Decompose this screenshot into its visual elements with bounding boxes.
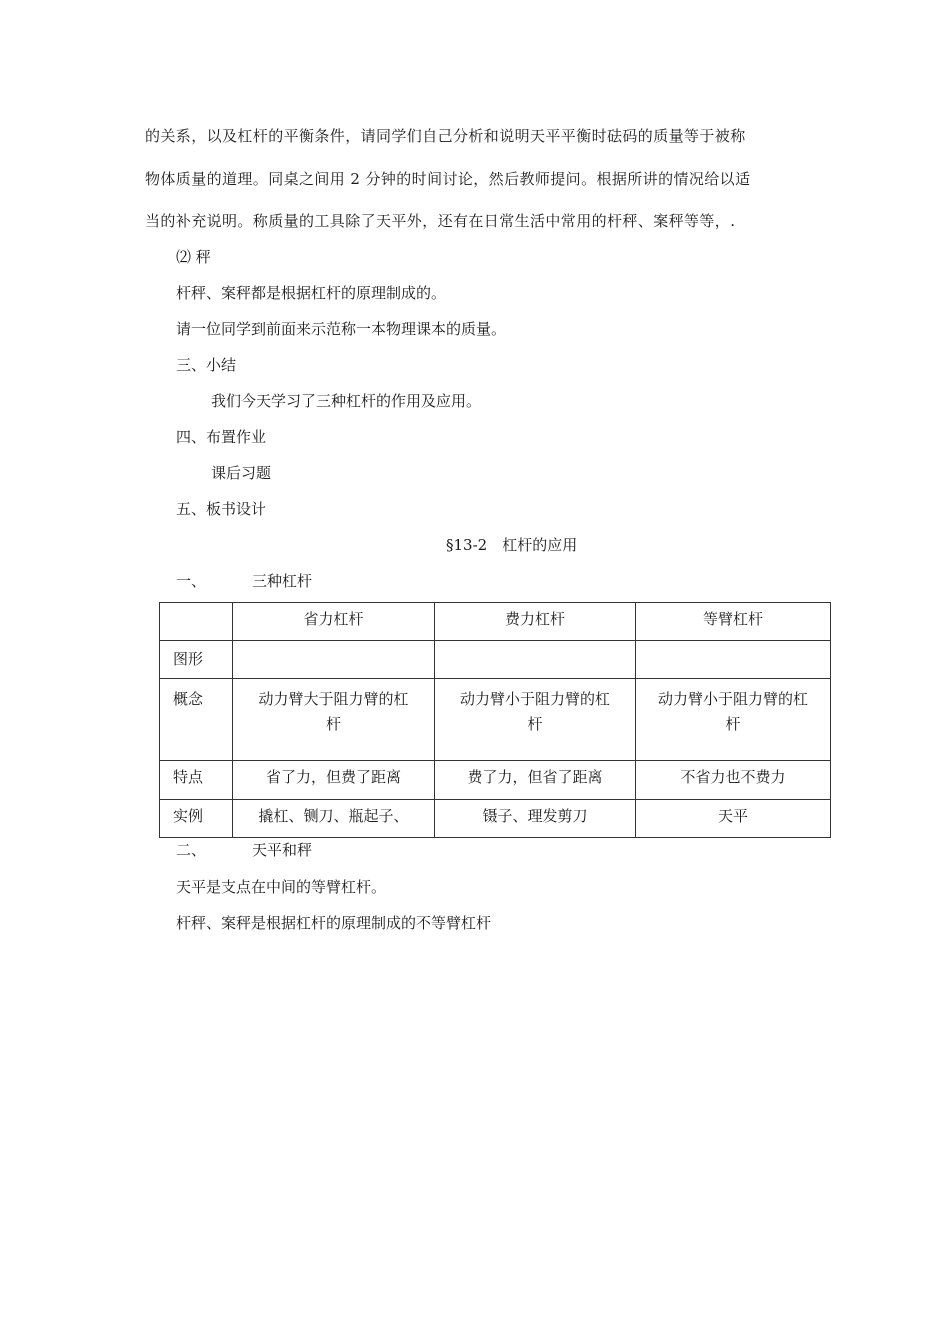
table-header-cell: 等臂杠杆: [636, 603, 831, 641]
table-cell: 天平: [636, 800, 831, 838]
table-cell: 不省力也不费力: [636, 761, 831, 800]
document-page: 的关系，以及杠杆的平衡条件，请同学们自己分析和说明天平平衡时砝码的质量等于被称 物体质量的道理。同桌之间用 2 分钟的时间讨论，然后教师提问。根据所讲的情况给以适 当的补充说明。称质量的工具除了天平外，还有在日常生活中常用的杆秤、案秤等等，. ⑵ 秤 杆秤、案秤都是根据杠杆的原理制成的。 请一位同学到前面来示范称一本物理课本的质量。 三、小结 我们今天学习了三种杠杆的作用及应用。 四、布置作业 课后习题 五、板书设计 §13-2 杠杆的应用 一、 三种杠杆 省力杠杆 费力杠杆 等臂杠杆 图形 概念 动力臂大于阻力臂的杠 杆 动力臂小于阻力臂的杠 杆 动力臂小于阻力臂的杠 杆 特点 省了力，但费了距离 费了力，但省了距离 不省力也不费力 实例 撬杠、铡刀、瓶起子、 镊子、理发剪刀 天平 二、 天平和秤 天平是支点在中间的等臂杠杆。 杆秤、案秤是根据杠杆的原理制成的不等臂杠杆: [0, 0, 950, 1344]
table-cell: 撬杠、铡刀、瓶起子、: [233, 800, 435, 838]
table-header-corner: [160, 603, 233, 641]
table-cell: 镊子、理发剪刀: [435, 800, 636, 838]
paragraph-line-1: 的关系，以及杠杆的平衡条件，请同学们自己分析和说明天平平衡时砝码的质量等于被称: [145, 127, 746, 145]
table-header-cell: 省力杠杆: [233, 603, 435, 641]
part1-label: 三种杠杆: [252, 572, 313, 590]
table-cell: [233, 641, 435, 679]
table-cell: 费了力，但省了距离: [435, 761, 636, 800]
table-row: [160, 679, 831, 761]
table-cell: 动力臂小于阻力臂的杠 杆: [435, 679, 636, 761]
table-header-cell: 费力杠杆: [435, 603, 636, 641]
heading-board-design: 五、板书设计: [176, 500, 267, 518]
section-scale-label: ⑵ 秤: [176, 248, 211, 266]
row-label: 图形: [160, 641, 233, 679]
table-cell: 省了力，但费了距离: [233, 761, 435, 800]
table-row: [160, 800, 831, 838]
text-line-summary: 我们今天学习了三种杠杆的作用及应用。: [211, 392, 482, 410]
text-line-steelyard: 杆秤、案秤都是根据杠杆的原理制成的。: [176, 284, 447, 302]
part2-label: 天平和秤: [252, 841, 313, 859]
row-label: 实例: [160, 800, 233, 838]
table-cell: 动力臂大于阻力臂的杠 杆: [233, 679, 435, 761]
text-line-balance: 天平是支点在中间的等臂杠杆。: [176, 878, 387, 896]
text-line-homework: 课后习题: [211, 464, 272, 482]
table-cell: 动力臂小于阻力臂的杠 杆: [636, 679, 831, 761]
text-line-unequal-lever: 杆秤、案秤是根据杠杆的原理制成的不等臂杠杆: [176, 914, 492, 932]
heading-summary: 三、小结: [176, 356, 237, 374]
table-row: [160, 641, 831, 679]
paragraph-line-2: 物体质量的道理。同桌之间用 2 分钟的时间讨论，然后教师提问。根据所讲的情况给以适: [145, 170, 751, 188]
part2-heading: [176, 840, 312, 860]
table-header-row: [160, 603, 831, 641]
text-line-demo: 请一位同学到前面来示范称一本物理课本的质量。: [176, 320, 507, 338]
row-label: 特点: [160, 761, 233, 800]
table-cell: [636, 641, 831, 679]
part1-number: 一、: [176, 572, 207, 590]
table-row: [160, 761, 831, 800]
heading-homework: 四、布置作业: [176, 428, 267, 446]
part2-number: 二、: [176, 841, 207, 859]
table-cell: [435, 641, 636, 679]
paragraph-line-3: 当的补充说明。称质量的工具除了天平外，还有在日常生活中常用的杆秤、案秤等等，.: [145, 212, 736, 230]
part1-heading: [176, 571, 312, 591]
row-label: 概念: [160, 679, 233, 761]
lever-types-table: [159, 602, 831, 838]
